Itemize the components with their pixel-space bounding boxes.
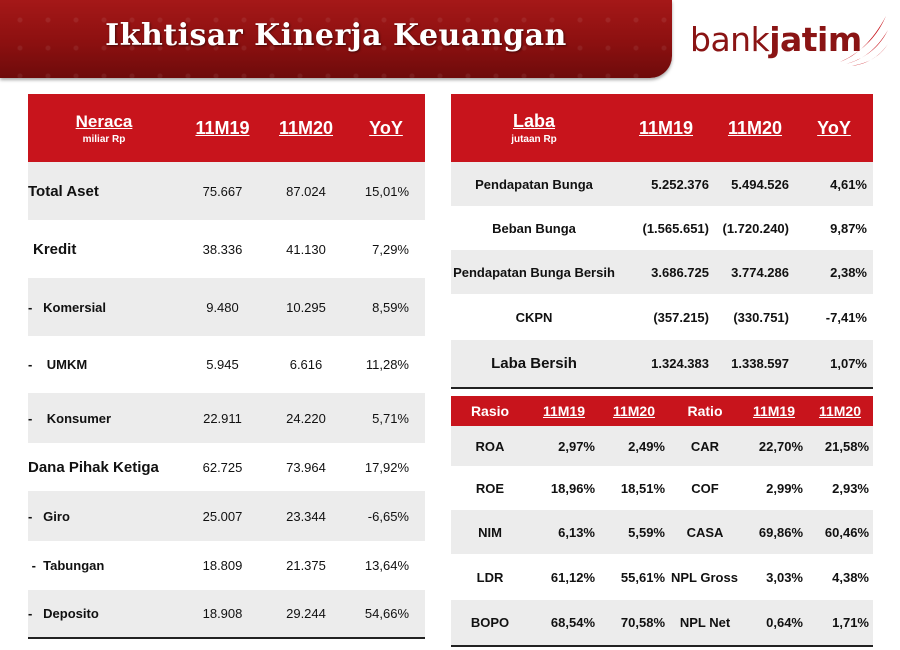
cell-yoy: -6,65% (347, 491, 425, 541)
page-title: Ikhtisar Kinerja Keuangan (105, 18, 567, 53)
cell-11m20: 73.964 (265, 443, 347, 491)
row-label: Beban Bunga (451, 206, 617, 250)
rasio-col-a19: 11M19 (542, 403, 586, 419)
cell-11m19: 22,70% (741, 426, 807, 466)
row-label: - Giro (28, 491, 180, 541)
laba-col-11m19: 11M19 (638, 117, 694, 138)
cell-yoy: 15,01% (347, 162, 425, 220)
cell-11m19: (1.565.651) (617, 206, 715, 250)
laba-title: Laba (512, 111, 555, 131)
rasio-col-b19: 11M19 (752, 403, 796, 419)
cell-11m19: 0,64% (741, 600, 807, 646)
ratio-name: LDR (451, 554, 529, 600)
table-row (451, 294, 873, 340)
cell-11m20: 60,46% (807, 510, 873, 554)
cell-11m20: 1,71% (807, 600, 873, 646)
laba-table (451, 94, 873, 389)
rasio-col-rasio: Rasio (470, 403, 510, 419)
row-label: - Tabungan (28, 541, 180, 590)
cell-11m19: 5.252.376 (617, 162, 715, 206)
cell-11m20: 21.375 (265, 541, 347, 590)
cell-11m20: 5,59% (599, 510, 669, 554)
ratio-name: ROE (451, 466, 529, 510)
row-label: Pendapatan Bunga Bersih (451, 250, 617, 294)
cell-11m19: 68,54% (529, 600, 599, 646)
ratio-name: NPL Gross (669, 554, 741, 600)
table-row (28, 541, 425, 590)
rasio-col-b20: 11M20 (818, 403, 862, 419)
cell-yoy: 13,64% (347, 541, 425, 590)
table-row (451, 426, 873, 466)
table-row (28, 220, 425, 278)
cell-11m20: 70,58% (599, 600, 669, 646)
ratio-name: NPL Net (669, 600, 741, 646)
table-row (451, 600, 873, 646)
cell-11m20: 41.130 (265, 220, 347, 278)
row-label: - Komersial (28, 278, 180, 336)
cell-11m20: 1.338.597 (715, 340, 795, 388)
cell-11m19: 3,03% (741, 554, 807, 600)
cell-11m19: 38.336 (180, 220, 265, 278)
laba-header-row (451, 94, 873, 162)
cell-yoy: 9,87% (795, 206, 873, 250)
rasio-col-a20: 11M20 (612, 403, 656, 419)
cell-11m19: 18.809 (180, 541, 265, 590)
table-row (28, 590, 425, 638)
cell-yoy: 2,38% (795, 250, 873, 294)
neraca-col-11m20: 11M20 (278, 117, 334, 138)
cell-yoy: 8,59% (347, 278, 425, 336)
neraca-table (28, 94, 425, 639)
cell-yoy: 1,07% (795, 340, 873, 388)
ratio-name: BOPO (451, 600, 529, 646)
neraca-header-row (28, 94, 425, 162)
cell-11m20: 6.616 (265, 336, 347, 393)
cell-11m20: 21,58% (807, 426, 873, 466)
table-row (451, 510, 873, 554)
row-label: Total Aset (28, 162, 180, 220)
cell-11m20: 23.344 (265, 491, 347, 541)
neraca-title: Neraca (75, 111, 133, 131)
table-row (28, 491, 425, 541)
table-row (451, 206, 873, 250)
table-row (451, 554, 873, 600)
cell-11m20: 87.024 (265, 162, 347, 220)
cell-11m20: 3.774.286 (715, 250, 795, 294)
cell-11m20: 5.494.526 (715, 162, 795, 206)
cell-11m19: (357.215) (617, 294, 715, 340)
cell-11m19: 75.667 (180, 162, 265, 220)
cell-yoy: 17,92% (347, 443, 425, 491)
row-label: Pendapatan Bunga (451, 162, 617, 206)
laba-unit: jutaan Rp (511, 134, 557, 145)
cell-11m19: 61,12% (529, 554, 599, 600)
table-row (451, 340, 873, 388)
ratio-name: CASA (669, 510, 741, 554)
neraca-title-cell (28, 94, 180, 162)
cell-11m19: 69,86% (741, 510, 807, 554)
table-row (28, 162, 425, 220)
cell-11m20: 29.244 (265, 590, 347, 638)
logo-text (690, 20, 862, 59)
wing-icon (838, 12, 890, 68)
logo-text-light: bank (690, 20, 770, 59)
laba-col-yoy: YoY (817, 117, 851, 138)
table-row (28, 336, 425, 393)
cell-11m19: 22.911 (180, 393, 265, 443)
cell-11m19: 6,13% (529, 510, 599, 554)
cell-11m19: 62.725 (180, 443, 265, 491)
row-label: - Deposito (28, 590, 180, 638)
cell-11m19: 3.686.725 (617, 250, 715, 294)
cell-11m19: 25.007 (180, 491, 265, 541)
cell-11m19: 18.908 (180, 590, 265, 638)
neraca-col-11m19: 11M19 (195, 117, 250, 138)
table-row (451, 162, 873, 206)
laba-title-cell (451, 94, 617, 162)
row-label: Kredit (28, 220, 180, 278)
ratio-name: COF (669, 466, 741, 510)
row-label: CKPN (451, 294, 617, 340)
cell-11m19: 5.945 (180, 336, 265, 393)
cell-11m19: 9.480 (180, 278, 265, 336)
rasio-col-ratio: Ratio (687, 403, 723, 419)
table-row (451, 466, 873, 510)
rasio-table (451, 396, 873, 647)
cell-11m20: 55,61% (599, 554, 669, 600)
table-row (28, 443, 425, 491)
cell-yoy: 11,28% (347, 336, 425, 393)
table-row (28, 393, 425, 443)
cell-11m20: (1.720.240) (715, 206, 795, 250)
cell-11m20: 10.295 (265, 278, 347, 336)
cell-11m19: 1.324.383 (617, 340, 715, 388)
row-label: - Konsumer (28, 393, 180, 443)
row-label: Laba Bersih (451, 340, 617, 388)
cell-11m20: 2,49% (599, 426, 669, 466)
bankjatim-logo (690, 18, 890, 68)
neraca-unit: miliar Rp (82, 133, 126, 145)
ratio-name: CAR (669, 426, 741, 466)
header-banner (0, 0, 672, 78)
cell-11m20: 24.220 (265, 393, 347, 443)
cell-11m20: 4,38% (807, 554, 873, 600)
cell-yoy: 4,61% (795, 162, 873, 206)
cell-11m19: 18,96% (529, 466, 599, 510)
cell-yoy: 5,71% (347, 393, 425, 443)
cell-yoy: -7,41% (795, 294, 873, 340)
cell-yoy: 7,29% (347, 220, 425, 278)
cell-11m20: (330.751) (715, 294, 795, 340)
ratio-name: NIM (451, 510, 529, 554)
rasio-header-row (451, 396, 873, 426)
cell-11m19: 2,99% (741, 466, 807, 510)
logo-text-bold: jatim (769, 20, 862, 59)
row-label: Dana Pihak Ketiga (28, 443, 180, 491)
table-row (28, 278, 425, 336)
cell-11m20: 18,51% (599, 466, 669, 510)
cell-11m19: 2,97% (529, 426, 599, 466)
table-row (451, 250, 873, 294)
ratio-name: ROA (451, 426, 529, 466)
cell-11m20: 2,93% (807, 466, 873, 510)
row-label: - UMKM (28, 336, 180, 393)
laba-col-11m20: 11M20 (727, 117, 783, 138)
neraca-col-yoy: YoY (369, 117, 403, 138)
cell-yoy: 54,66% (347, 590, 425, 638)
